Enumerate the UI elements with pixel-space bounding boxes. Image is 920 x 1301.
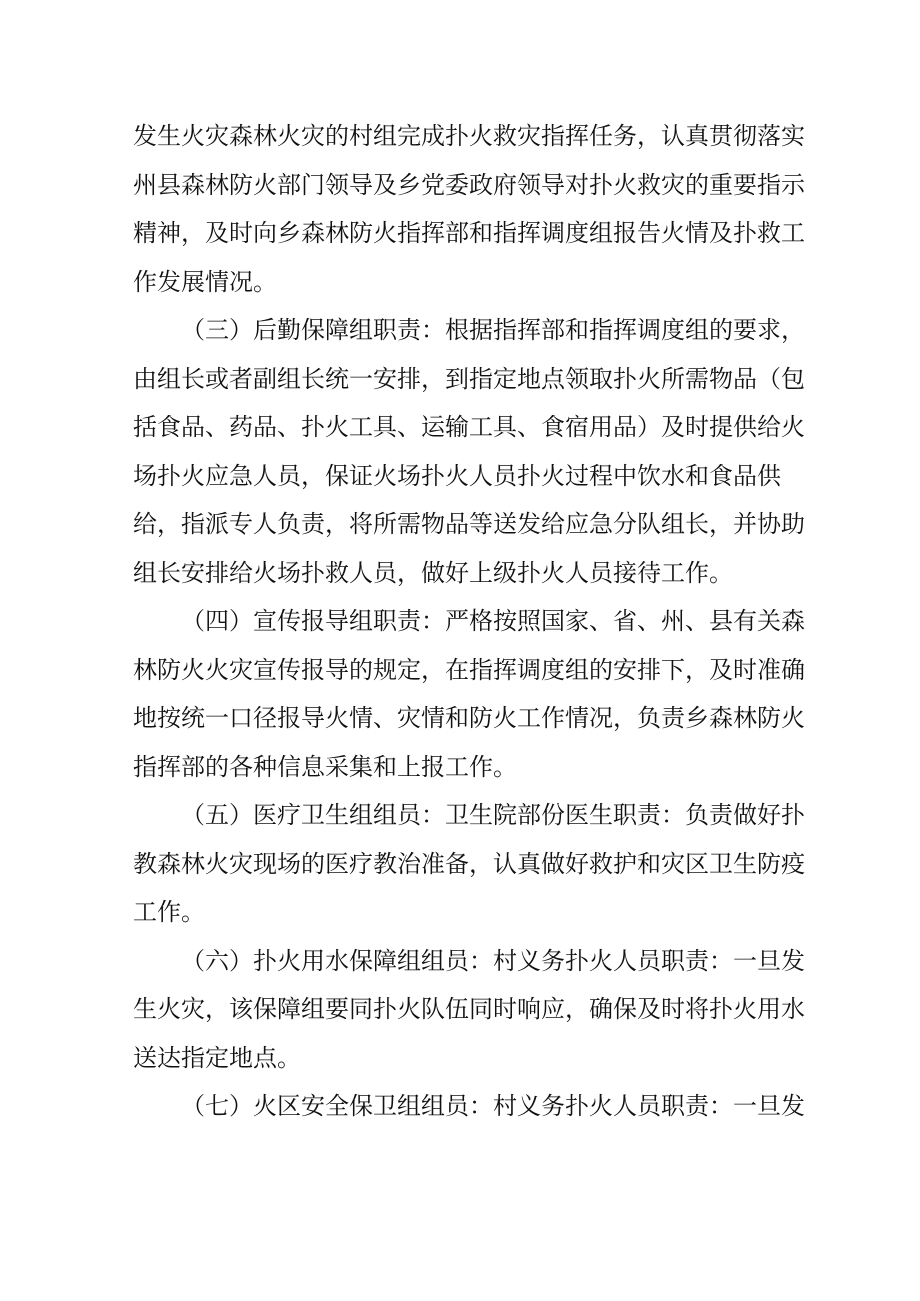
text-line: 发生火灾森林火灾的村组完成扑火救灾指挥任务，认真贯彻落实 <box>133 122 805 150</box>
text-line: 林防火火灾宣传报导的规定，在指挥调度组的安排下，及时准确 <box>133 655 805 684</box>
text-line: 精神，及时向乡森林防火指挥部和指挥调度组报告火情及扑救工 <box>133 219 805 247</box>
text-line: 教森林火灾现场的医疗教治准备，认真做好救护和灾区卫生防疫 <box>133 849 805 878</box>
paragraph-continued <box>133 112 805 306</box>
text-line: 指挥部的各种信息采集和上报工作。 <box>133 752 517 781</box>
paragraph-publicity <box>133 597 805 791</box>
text-line: 地按统一口径报导火情、灾情和防火工作情况，负责乡森林防火 <box>133 704 805 732</box>
text-line: 由组长或者副组长统一安排，到指定地点领取扑火所需物品（包 <box>133 364 805 393</box>
text-line: （六）扑火用水保障组组员：村义务扑火人员职责：一旦发 <box>181 946 805 975</box>
text-line: 生火灾，该保障组要同扑火队伍同时响应，确保及时将扑火用水 <box>133 995 805 1023</box>
text-line: 给，指派专人负责，将所需物品等送发给应急分队组长，并协助 <box>133 510 805 538</box>
text-line: 作发展情况。 <box>133 267 277 296</box>
text-line: 送达指定地点。 <box>133 1043 301 1072</box>
text-line: 工作。 <box>133 898 205 926</box>
document-body <box>133 112 805 1131</box>
text-line: 组长安排给火场扑救人员，做好上级扑火人员接待工作。 <box>133 558 733 587</box>
text-line: （七）火区安全保卫组组员：村义务扑火人员职责：一旦发 <box>181 1092 805 1120</box>
text-line: 括食品、药品、扑火工具、运输工具、食宿用品）及时提供给火 <box>133 413 805 441</box>
text-line: （四）宣传报导组职责：严格按照国家、省、州、县有关森 <box>181 607 805 635</box>
text-line: 州县森林防火部门领导及乡党委政府领导对扑火救灾的重要指示 <box>133 170 805 199</box>
paragraph-medical <box>133 791 805 937</box>
text-line: （五）医疗卫生组组员：卫生院部份医生职责：负责做好扑 <box>181 801 805 829</box>
text-line: （三）后勤保障组职责：根据指挥部和指挥调度组的要求， <box>181 316 805 344</box>
paragraph-security <box>133 1082 805 1131</box>
paragraph-logistics <box>133 306 805 597</box>
paragraph-water-supply <box>133 937 805 1083</box>
text-line: 场扑火应急人员，保证火场扑火人员扑火过程中饮水和食品供 <box>133 461 781 490</box>
